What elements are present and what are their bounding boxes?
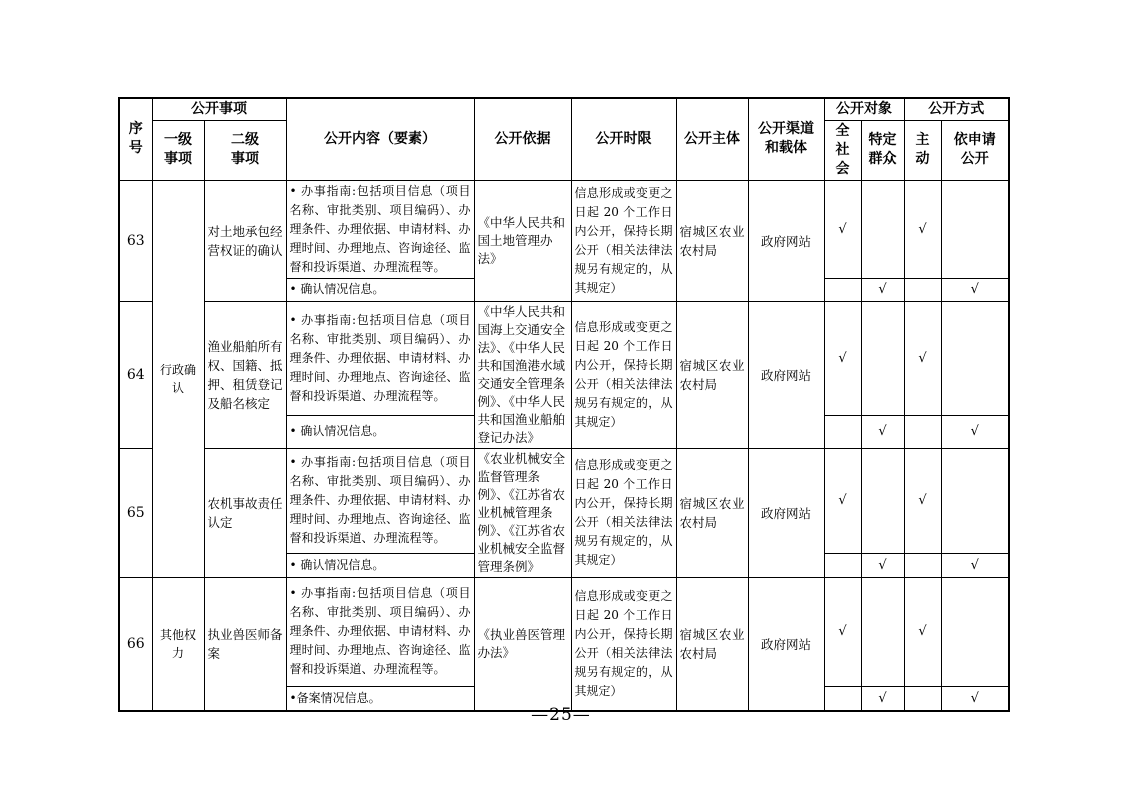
cell-channel: 政府网站 bbox=[748, 577, 824, 711]
cell-content-status: • 确认情况信息。 bbox=[286, 415, 474, 448]
check-whole-society: √ bbox=[824, 577, 861, 686]
check-proactive: √ bbox=[904, 180, 941, 278]
cell-content-guide: • 办事指南:包括项目信息（项目名称、审批类别、项目编码）、办理条件、办理依据、申请材料、办理时间、办理地点、咨询途径、监督和投诉渠道、办理流程等。 bbox=[286, 448, 474, 553]
check-whole-society bbox=[824, 553, 861, 577]
check-upon-request bbox=[941, 301, 1009, 415]
table-row bbox=[119, 577, 1009, 686]
header-disclosure-method: 公开方式 bbox=[904, 98, 1009, 120]
check-specific-group bbox=[861, 180, 904, 278]
header-disclosure-subject: 公开主体 bbox=[676, 98, 748, 180]
header-disclosure-item: 公开事项 bbox=[152, 98, 286, 120]
cell-content-status: •备案情况信息。 bbox=[286, 686, 474, 711]
cell-channel: 政府网站 bbox=[748, 448, 824, 577]
cell-subject: 宿城区农业农村局 bbox=[676, 448, 748, 577]
check-specific-group bbox=[861, 448, 904, 553]
cell-level1-other-powers: 其他权力 bbox=[152, 577, 204, 711]
check-proactive: √ bbox=[904, 301, 941, 415]
cell-content-guide: • 办事指南:包括项目信息（项目名称、审批类别、项目编码）、办理条件、办理依据、申请材料、办理时间、办理地点、咨询途径、监督和投诉渠道、办理流程等。 bbox=[286, 180, 474, 278]
header-whole-society: 全社会 bbox=[824, 120, 861, 180]
check-specific-group: √ bbox=[861, 415, 904, 448]
cell-level2-item: 农机事故责任认定 bbox=[204, 448, 286, 577]
cell-basis: 《中华人民共和国海上交通安全法》、《中华人民共和国渔港水域交通安全管理条例》、《中华人民共和国渔业船舶登记办法》 bbox=[474, 301, 571, 448]
cell-time-limit: 信息形成或变更之日起 20 个工作日内公开，保持长期公开（相关法律法规另有规定的，从其规定） bbox=[571, 448, 676, 577]
cell-channel: 政府网站 bbox=[748, 180, 824, 301]
check-upon-request bbox=[941, 180, 1009, 278]
header-level1-item: 一级事项 bbox=[152, 120, 204, 180]
header-disclosure-target: 公开对象 bbox=[824, 98, 904, 120]
header-disclosure-basis: 公开依据 bbox=[474, 98, 571, 180]
cell-level1-administrative-confirmation: 行政确认 bbox=[152, 180, 204, 577]
disclosure-items-table bbox=[118, 97, 1010, 712]
cell-level2-item: 执业兽医师备案 bbox=[204, 577, 286, 711]
cell-content-guide: • 办事指南:包括项目信息（项目名称、审批类别、项目编码）、办理条件、办理依据、申请材料、办理时间、办理地点、咨询途径、监督和投诉渠道、办理流程等。 bbox=[286, 577, 474, 686]
check-whole-society bbox=[824, 278, 861, 301]
check-upon-request: √ bbox=[941, 553, 1009, 577]
cell-content-status: • 确认情况信息。 bbox=[286, 278, 474, 301]
header-upon-request: 依申请公开 bbox=[941, 120, 1009, 180]
check-proactive bbox=[904, 415, 941, 448]
cell-basis: 《执业兽医管理办法》 bbox=[474, 577, 571, 711]
check-whole-society bbox=[824, 415, 861, 448]
cell-time-limit: 信息形成或变更之日起 20 个工作日内公开，保持长期公开（相关法律法规另有规定的，从其规定） bbox=[571, 301, 676, 448]
check-whole-society: √ bbox=[824, 301, 861, 415]
cell-channel: 政府网站 bbox=[748, 301, 824, 448]
check-specific-group: √ bbox=[861, 278, 904, 301]
header-specific-group: 特定群众 bbox=[861, 120, 904, 180]
table-row bbox=[119, 448, 1009, 553]
cell-subject: 宿城区农业农村局 bbox=[676, 577, 748, 711]
cell-subject: 宿城区农业农村局 bbox=[676, 301, 748, 448]
cell-content-status: • 确认情况信息。 bbox=[286, 553, 474, 577]
header-proactive: 主动 bbox=[904, 120, 941, 180]
cell-serial-65: 65 bbox=[119, 448, 152, 577]
check-specific-group bbox=[861, 301, 904, 415]
cell-level2-item: 对土地承包经营权证的确认 bbox=[204, 180, 286, 301]
header-level2-item: 二级事项 bbox=[204, 120, 286, 180]
check-upon-request: √ bbox=[941, 278, 1009, 301]
check-whole-society: √ bbox=[824, 448, 861, 553]
header-disclosure-time-limit: 公开时限 bbox=[571, 98, 676, 180]
cell-basis: 《农业机械安全监督管理条例》、《江苏省农业机械管理条例》、《江苏省农业机械安全监督管理条例》 bbox=[474, 448, 571, 577]
cell-time-limit: 信息形成或变更之日起 20 个工作日内公开，保持长期公开（相关法律法规另有规定的，从其规定） bbox=[571, 180, 676, 301]
header-disclosure-content: 公开内容（要素） bbox=[286, 98, 474, 180]
table-row bbox=[119, 180, 1009, 278]
check-upon-request bbox=[941, 448, 1009, 553]
cell-serial-66: 66 bbox=[119, 577, 152, 711]
cell-serial-63: 63 bbox=[119, 180, 152, 301]
check-specific-group: √ bbox=[861, 553, 904, 577]
check-proactive: √ bbox=[904, 577, 941, 686]
check-whole-society: √ bbox=[824, 180, 861, 278]
check-upon-request: √ bbox=[941, 686, 1009, 711]
cell-time-limit: 信息形成或变更之日起 20 个工作日内公开，保持长期公开（相关法律法规另有规定的，从其规定） bbox=[571, 577, 676, 711]
check-proactive: √ bbox=[904, 448, 941, 553]
header-serial-number: 序号 bbox=[119, 98, 152, 180]
check-specific-group: √ bbox=[861, 686, 904, 711]
table-row bbox=[119, 301, 1009, 415]
cell-content-guide: • 办事指南:包括项目信息（项目名称、审批类别、项目编码）、办理条件、办理依据、申请材料、办理时间、办理地点、咨询途径、监督和投诉渠道、办理流程等。 bbox=[286, 301, 474, 415]
cell-level2-item: 渔业船舶所有权、国籍、抵押、租赁登记及船名核定 bbox=[204, 301, 286, 448]
check-proactive bbox=[904, 278, 941, 301]
header-disclosure-channel: 公开渠道和载体 bbox=[748, 98, 824, 180]
check-upon-request: √ bbox=[941, 415, 1009, 448]
check-proactive bbox=[904, 553, 941, 577]
cell-basis: 《中华人民共和国土地管理办法》 bbox=[474, 180, 571, 301]
check-specific-group bbox=[861, 577, 904, 686]
cell-serial-64: 64 bbox=[119, 301, 152, 448]
page-number: —25— bbox=[531, 705, 591, 725]
check-upon-request bbox=[941, 577, 1009, 686]
cell-subject: 宿城区农业农村局 bbox=[676, 180, 748, 301]
